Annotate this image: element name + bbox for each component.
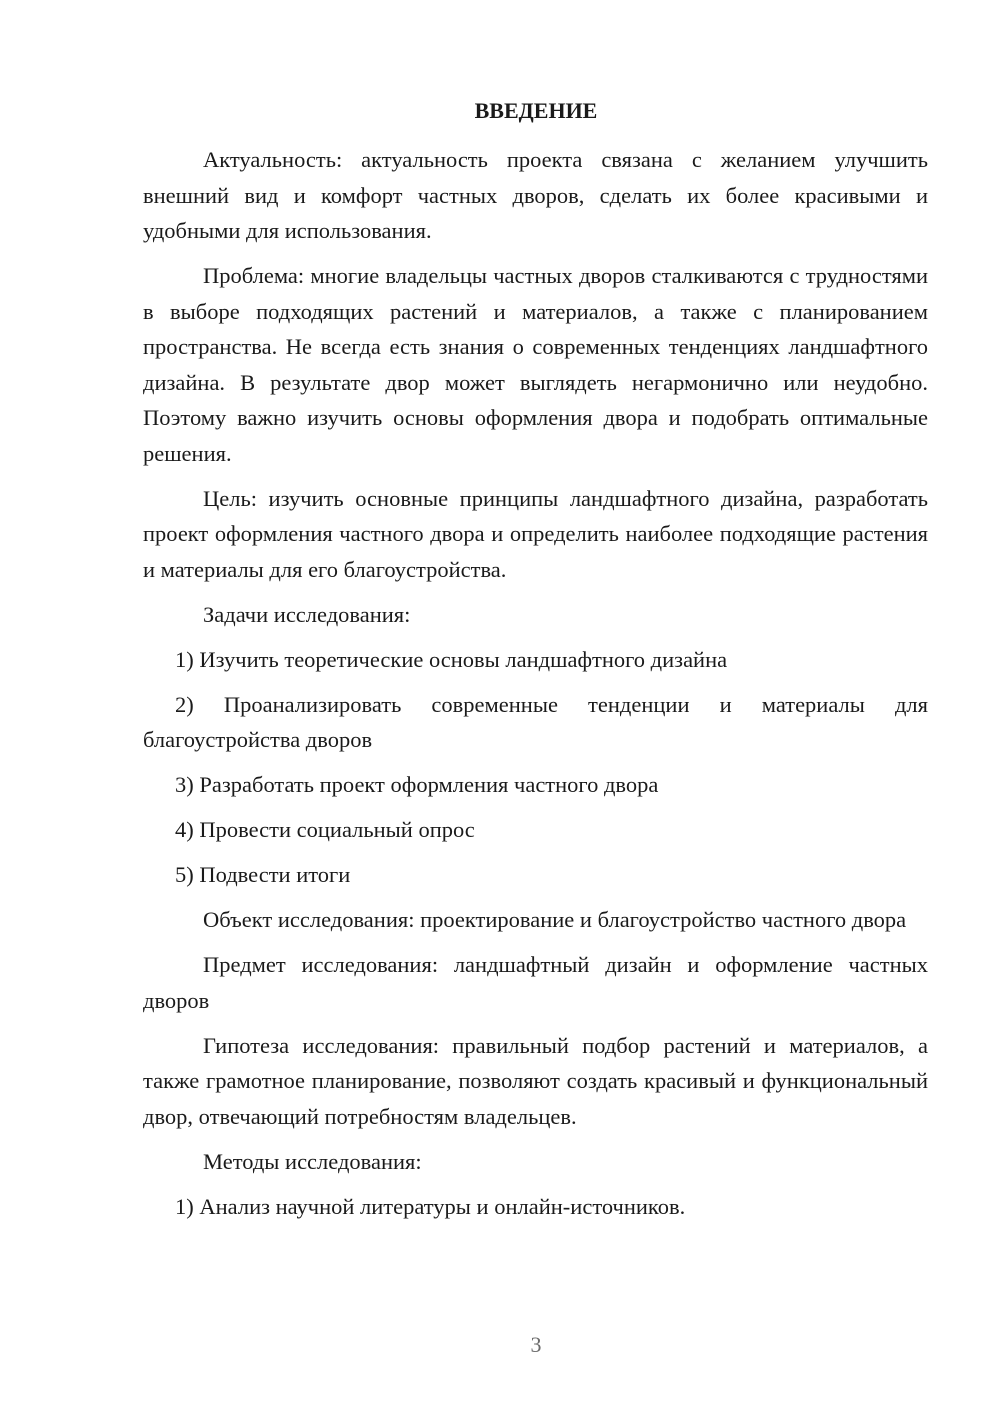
tasks-heading: Задачи исследования: [203, 601, 411, 627]
goal-paragraph: Цель: изучить основные принципы ландшафтного дизайна, разработать проект оформления частного двора и определить наиболее подходящие растения и материалы для его благоустройства. [143, 485, 928, 582]
page-number: 3 [530, 1332, 542, 1357]
task-item: 2) Проанализировать современные тенденции и материалы для благоустройства дворов [143, 691, 928, 752]
task-item: 4) Провести социальный опрос [175, 817, 475, 842]
document-body [143, 142, 928, 1234]
methods-heading: Методы исследования: [203, 1148, 422, 1174]
method-item: 1) Анализ научной литературы и онлайн-источников. [175, 1193, 686, 1219]
hypothesis-paragraph: Гипотеза исследования: правильный подбор растений и материалов, а также грамотное планирование, позволяют создать красивый и функциональный двор, отвечающий потребностям владельцев. [143, 1032, 928, 1129]
object-paragraph: Объект исследования: проектирование и благоустройство частного двора [203, 907, 907, 932]
task-item: 3) Разработать проект оформления частного двора [175, 772, 659, 797]
subject-paragraph: Предмет исследования: ландшафтный дизайн и оформление частных дворов [143, 952, 928, 1013]
relevance-paragraph: Актуальность: актуальность проекта связана с желанием улучшить внешний вид и комфорт частных дворов, сделать их более красивыми и удобными для использования. [143, 147, 928, 243]
problem-paragraph: Проблема: многие владельцы частных дворов сталкиваются с трудностями в выборе подходящих растений и материалов, а также с планированием пространства. Не всегда есть знания о современных тенденциях ландшафтного дизайна. В результате двор может выглядеть негармонично или неудобно. Поэтому важно изучить основы оформления двора и подобрать оптимальные решения. [143, 263, 928, 466]
section-heading: ВВЕДЕНИЕ [474, 98, 598, 123]
task-item: 5) Подвести итоги [175, 862, 351, 887]
task-item: 1) Изучить теоретические основы ландшафтного дизайна [175, 646, 728, 672]
